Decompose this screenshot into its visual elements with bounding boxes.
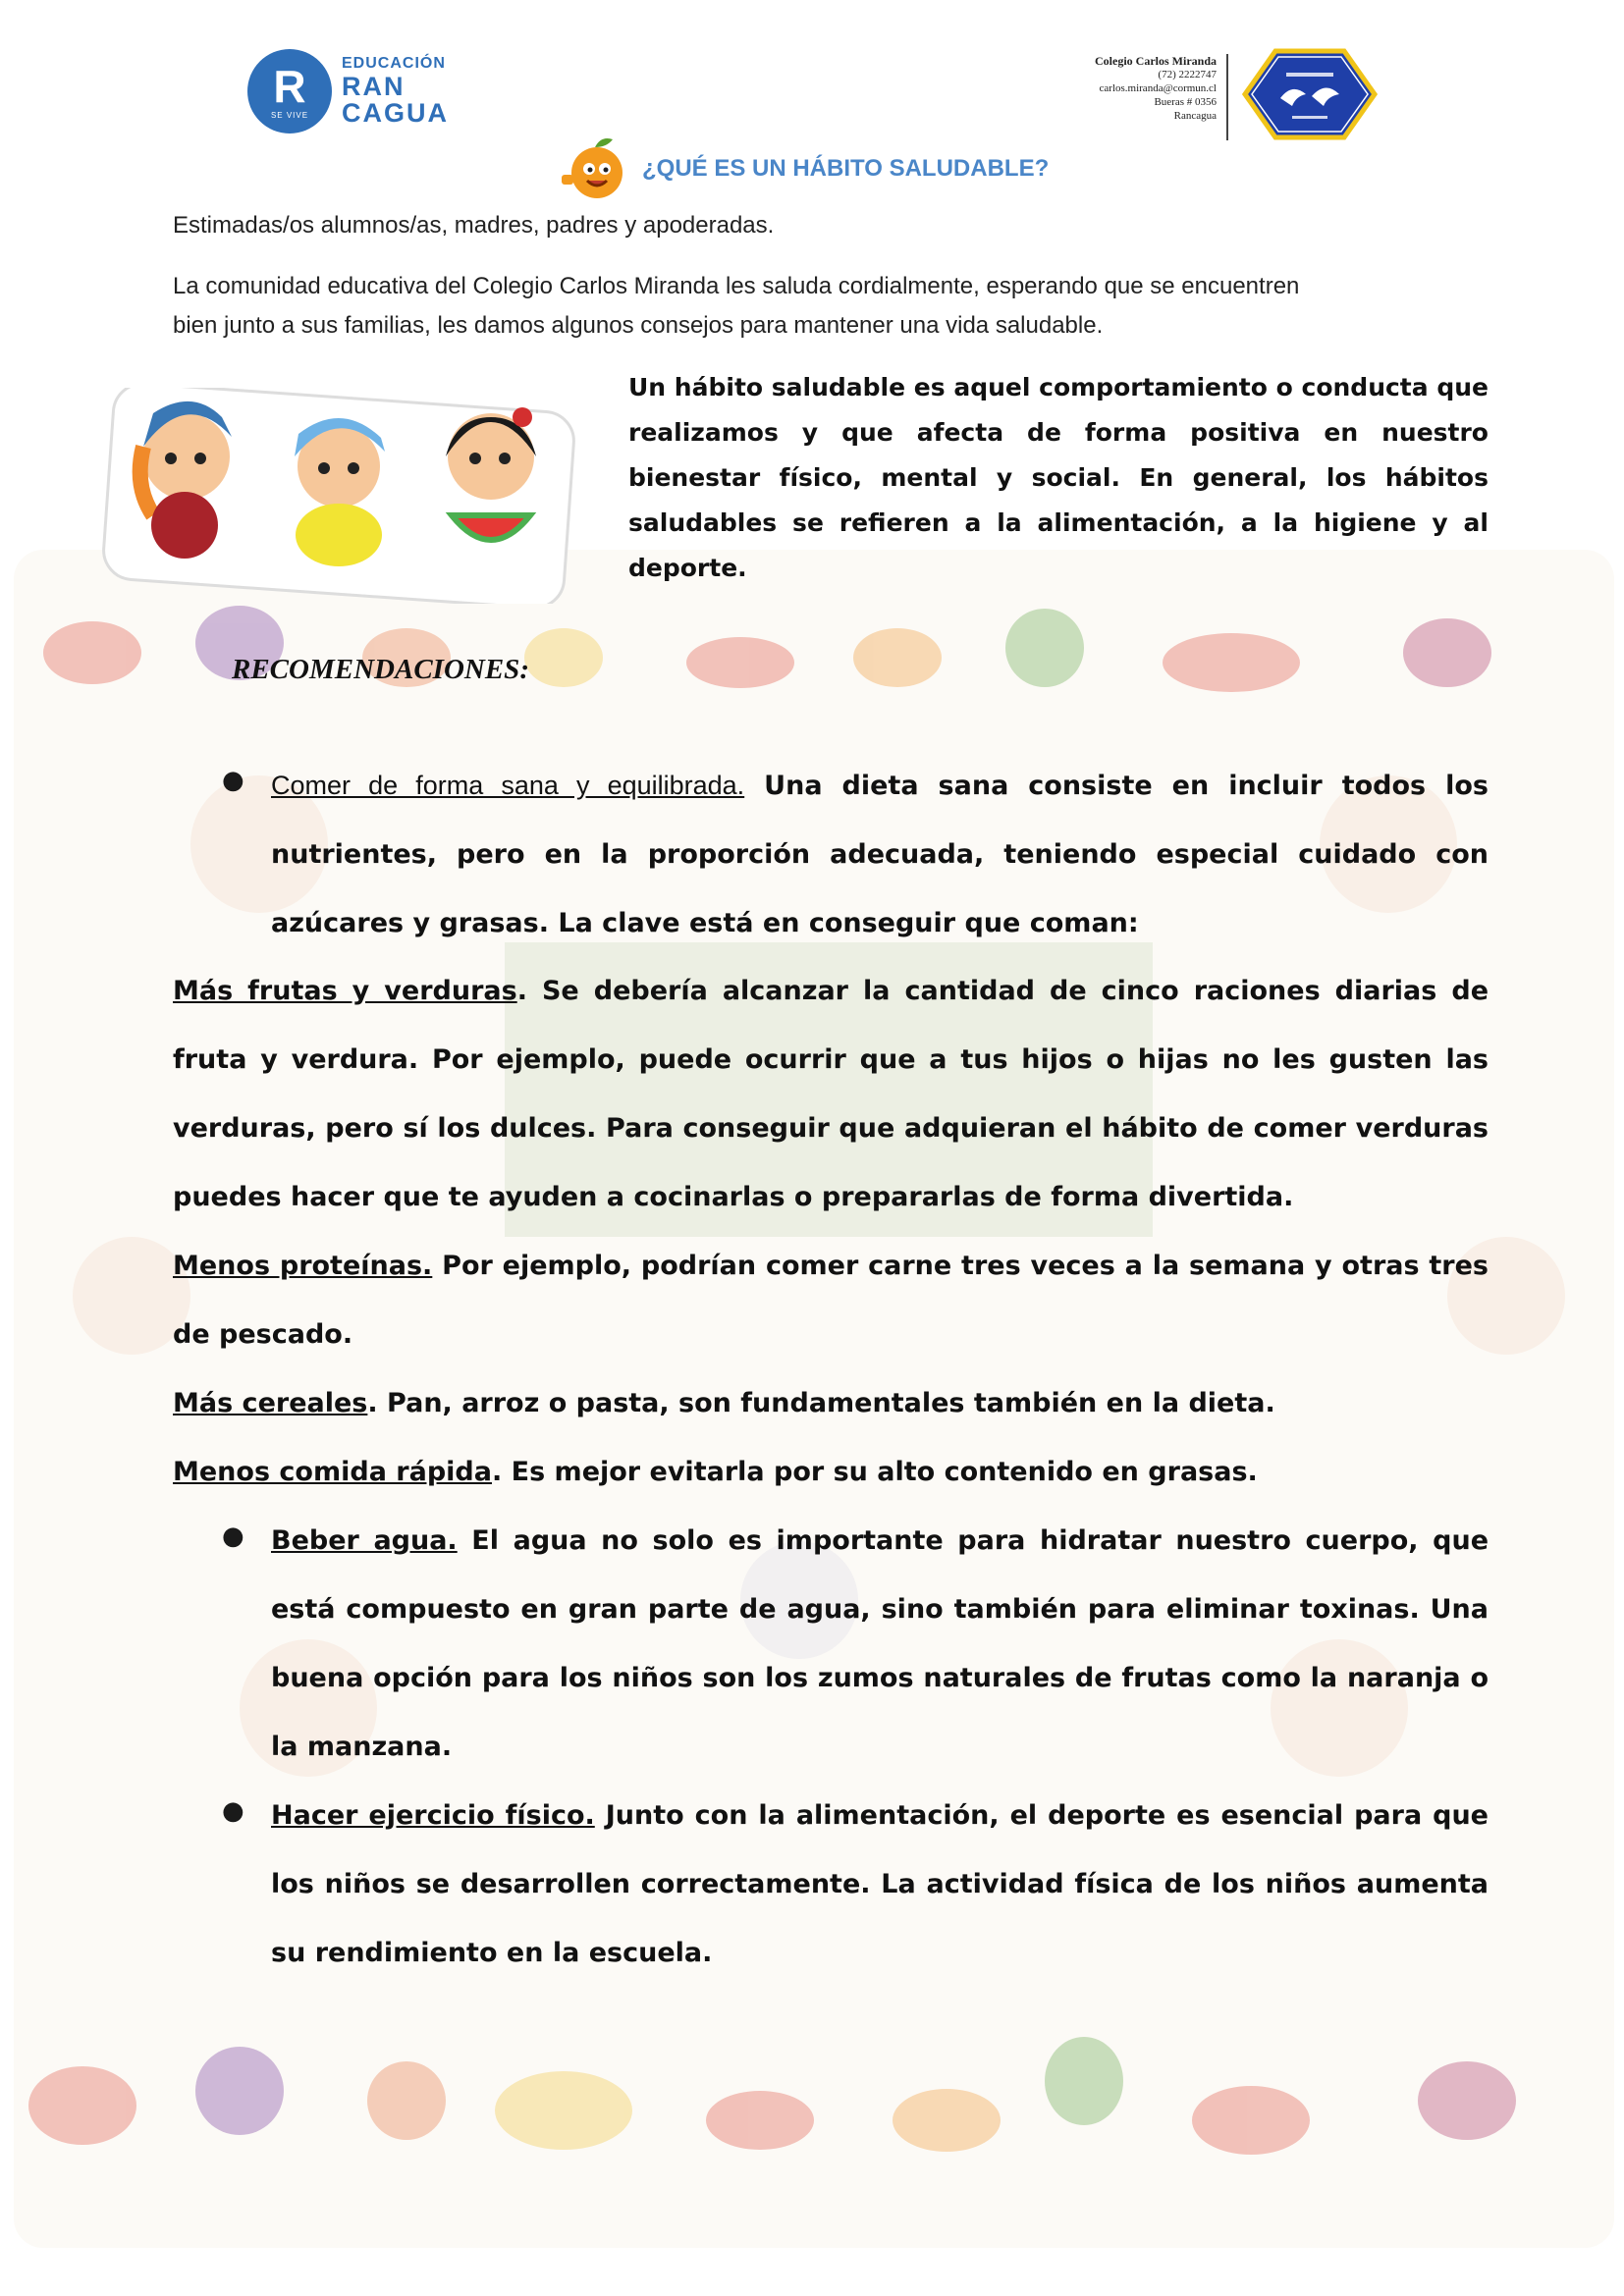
page-title: ¿QUÉ ES UN HÁBITO SALUDABLE?	[642, 155, 1050, 182]
intro-paragraph	[173, 267, 1489, 346]
logo-line-1: EDUCACIÓN	[342, 55, 446, 72]
recommendation-cereals	[173, 1369, 1489, 1438]
recommendation-exercise	[271, 1782, 1489, 1988]
bullet-icon: ●	[222, 1796, 244, 1826]
school-address: Bueras # 0356	[1154, 96, 1217, 108]
fruits-heading: Más frutas y verduras	[173, 976, 517, 1006]
water-heading: Beber agua.	[271, 1525, 458, 1556]
school-city: Rancagua	[1173, 110, 1217, 122]
water-text: El agua no solo es importante para hidratar nuestro cuerpo, que está compuesto en gran parte de agua, sino también para eliminar toxinas. Una buena opción para los niños son los zumos naturales de frutas como la naranja o la manzana.	[271, 1525, 1489, 1762]
school-name: Colegio Carlos Miranda	[1095, 54, 1217, 68]
school-contact-block	[1095, 54, 1228, 140]
eat-healthy-heading: Comer de forma sana y equilibrada.	[271, 771, 745, 800]
cereals-heading: Más cereales	[173, 1388, 368, 1418]
logo-wordmark	[342, 56, 449, 127]
logo-mark-subtitle: SE VIVE	[270, 110, 309, 120]
title-row	[560, 137, 1049, 200]
intro-line-2: bien junto a sus familias, les damos algunos consejos para mantener una vida saludable.	[173, 312, 1104, 339]
proteins-text: Por ejemplo, podrían comer carne tres veces a la semana y otras tres de pescado.	[173, 1251, 1489, 1350]
fast-food-heading: Menos comida rápida	[173, 1457, 492, 1487]
recommendation-fast-food	[173, 1438, 1489, 1507]
fast-food-text: . Es mejor evitarla por su alto contenido en grasas.	[491, 1457, 1258, 1487]
eat-healthy-text: Una dieta sana consiste en incluir todos los nutrientes, pero en la proporción adecuada, teniendo especial cuidado con azúcares y grasas. La clave está en conseguir que coman:	[271, 771, 1489, 938]
exercise-text: Junto con la alimentación, el deporte es esencial para que los niños se desarrollen correctamente. La actividad física de los niños aumenta su rendimiento en la escuela.	[271, 1800, 1489, 1968]
logo-line-3: CAGUA	[342, 98, 449, 128]
healthy-habit-definition: Un hábito saludable es aquel comportamiento o conducta que realizamos y que afecta de forma positiva en nuestro bienestar físico, mental y social. En general, los hábitos saludables se refieren a la alimentación, a la higiene y al deporte.	[628, 373, 1489, 582]
school-phone: (72) 2222747	[1158, 69, 1217, 80]
orange-mascot-icon	[560, 137, 628, 200]
proteins-heading: Menos proteínas.	[173, 1251, 433, 1281]
exercise-heading: Hacer ejercicio físico.	[271, 1800, 595, 1831]
recommendation-water	[271, 1507, 1489, 1782]
intro-line-1: La comunidad educativa del Colegio Carlos Miranda les saluda cordialmente, esperando que se encuentren	[173, 273, 1300, 299]
fruits-text: . Se debería alcanzar la cantidad de cinco raciones diarias de fruta y verdura. Por ejemplo, puede ocurrir que a tus hijos o hijas no les gusten las verduras, pero sí los dulces. Para conseguir que adquieran el hábito de comer verduras puedes hacer que te ayuden a cocinarlas o prepararlas de forma divertida.	[173, 976, 1489, 1212]
educacion-rancagua-logo	[247, 49, 449, 133]
bullet-icon: ●	[222, 766, 244, 795]
bullet-icon: ●	[222, 1522, 244, 1551]
greeting-text: Estimadas/os alumnos/as, madres, padres y apoderadas.	[173, 212, 775, 239]
kids-with-fruits-illustration	[98, 388, 579, 604]
recommendation-proteins	[173, 1232, 1489, 1369]
logo-line-2: RAN	[342, 72, 406, 101]
rancagua-logo-icon	[247, 49, 332, 133]
recommendation-eat-healthy	[271, 751, 1489, 958]
cereals-text: . Pan, arroz o pasta, son fundamentales también en la dieta.	[367, 1388, 1275, 1418]
school-email: carlos.miranda@cormun.cl	[1099, 82, 1217, 94]
logo-mark: R	[273, 60, 306, 112]
school-emblem-icon	[1241, 47, 1379, 141]
recommendations-heading: RECOMENDACIONES:	[232, 654, 529, 685]
recommendation-fruits	[173, 957, 1489, 1232]
